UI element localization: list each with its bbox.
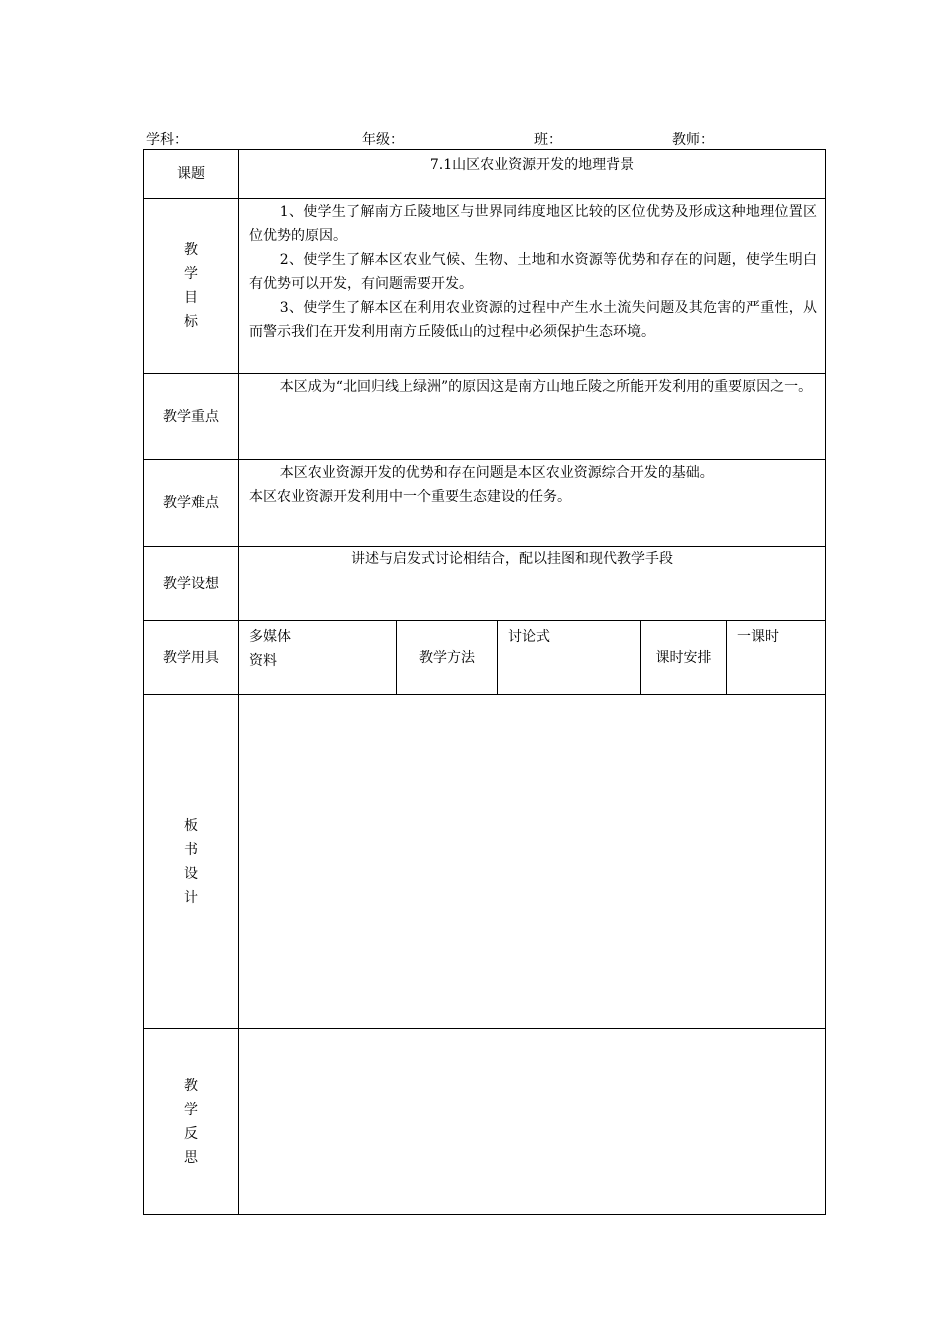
objective-2: 2、使学生了解本区农业气候、生物、土地和水资源等优势和存在的问题，使学生明白有优势可以开发，有问题需要开发。 [249, 252, 818, 292]
grade-label: 年级： [362, 132, 404, 148]
schedule-label: 课时安排 [641, 621, 727, 695]
design-label: 教学设想 [144, 547, 239, 621]
topic-label: 课题 [144, 150, 239, 199]
objectives-content [239, 199, 826, 374]
header-line [146, 129, 826, 149]
objective-3: 3、使学生了解本区在利用农业资源的过程中产生水土流失问题及其危害的严重性，从而警示我们在开发利用南方丘陵低山的过程中必须保护生态环境。 [249, 300, 818, 340]
reflection-content[interactable] [239, 1029, 826, 1215]
difficulties-label: 教学难点 [144, 460, 239, 547]
row-difficulties [144, 460, 826, 547]
row-board-design [144, 695, 826, 1029]
method-label: 教学方法 [397, 621, 498, 695]
schedule-value: 一课时 [727, 621, 826, 695]
row-topic [144, 150, 826, 199]
topic-value: 7.1山区农业资源开发的地理背景 [239, 150, 826, 199]
row-design [144, 547, 826, 621]
row-key-points [144, 374, 826, 460]
tools-value: 多媒体 资料 [239, 621, 397, 695]
method-value: 讨论式 [498, 621, 641, 695]
teacher-label: 教师： [672, 132, 714, 148]
design-content: 讲述与启发式讨论相结合，配以挂图和现代教学手段 [239, 547, 826, 621]
difficulties-content: 本区农业资源开发的优势和存在问题是本区农业资源综合开发的基础。 本区农业资源开发利用中一个重要生态建设的任务。 [239, 460, 826, 547]
objective-1: 1、使学生了解南方丘陵地区与世界同纬度地区比较的区位优势及形成这种地理位置区位优势的原因。 [249, 204, 818, 244]
subject-label: 学科： [146, 132, 188, 148]
row-reflection [144, 1029, 826, 1215]
class-label: 班： [534, 132, 562, 148]
row-tools [144, 621, 826, 695]
board-design-label: 板 书 设 计 [144, 695, 239, 1029]
key-points-content: 本区成为“北回归线上绿洲”的原因这是南方山地丘陵之所能开发利用的重要原因之一。 [239, 374, 826, 460]
lesson-plan-table [143, 149, 826, 1215]
board-design-content[interactable] [239, 695, 826, 1029]
objectives-label: 教 学 目 标 [144, 199, 239, 374]
reflection-label: 教 学 反 思 [144, 1029, 239, 1215]
row-objectives [144, 199, 826, 374]
tools-label: 教学用具 [144, 621, 239, 695]
key-points-label: 教学重点 [144, 374, 239, 460]
